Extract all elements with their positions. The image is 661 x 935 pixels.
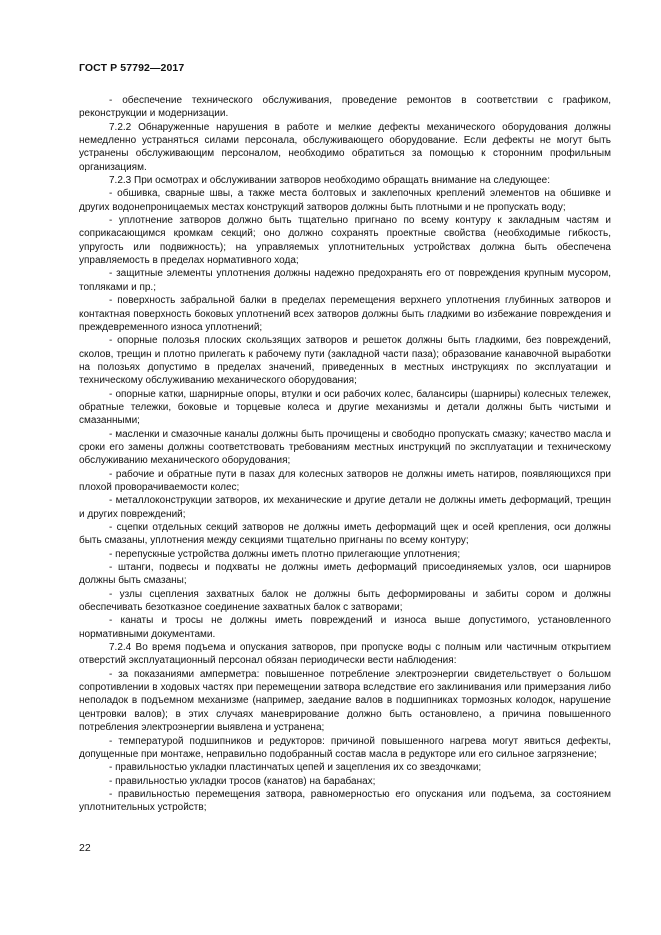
- paragraph: - за показаниями амперметра: повышенное потребление электроэнергии свидетельствует о большом сопротивлении в ходовых частях при перемещении затвора вследствие его заклинивания или примерзания либо неполадок в подъемном механизме (например, заедание валов в подшипниках тормозных колодок, нарушение центровки валов); в этих случаях маневрирование должно быть остановлено, а причина повышенного потребления электроэнергии выявлена и устранена;: [79, 668, 611, 734]
- paragraph: - правильностью укладки тросов (канатов) на барабанах;: [109, 775, 376, 787]
- paragraph: - обшивка, сварные швы, а также места болтовых и заклепочных креплений элементов на обшивке и других водонепроницаемых местах конструкций затворов должны быть плотными и не пропускать воду;: [79, 188, 611, 213]
- paragraph: - штанги, подвесы и подхваты не должны иметь деформаций присоединяемых узлов, оси шарниров должны быть смазаны;: [79, 562, 611, 587]
- paragraph: 7.2.3 При осмотрах и обслуживании затворов необходимо обращать внимание на следующее:: [109, 175, 551, 187]
- document-header: ГОСТ Р 57792—2017: [79, 62, 185, 74]
- paragraph: - узлы сцепления захватных балок не должны быть деформированы и забиты сором и должны обеспечивать безотказное соединение захватных балок с затворами;: [79, 588, 611, 614]
- document-body: [79, 94, 611, 815]
- paragraph: - сцепки отдельных секций затворов не должны иметь деформаций щек и осей крепления, оси должны быть смазаны, уплотнения между секциями тщательно пригнаны по всему контуру;: [79, 522, 611, 547]
- paragraph: - опорные полозья плоских скользящих затворов и решеток должны быть гладкими, без повреждений, сколов, трещин и плотно прилегать к рабочему пути (закладной части паза); образование канавочной выработки на полозьях допустимо в пределах значений, приведенных в местных инструкциях по эксплуатации и техническому обслуживанию механического оборудования;: [79, 335, 611, 387]
- paragraph: - обеспечение технического обслуживания, проведение ремонтов в соответствии с графиком, реконструкции и модернизации.: [79, 95, 611, 120]
- paragraph: - правильностью укладки пластинчатых цепей и зацепления их со звездочками;: [109, 762, 482, 774]
- paragraph: - металлоконструкции затворов, их механические и другие детали не должны иметь деформаций, трещин и других повреждений;: [79, 495, 611, 520]
- paragraph: - уплотнение затворов должно быть тщательно пригнано по всему контуру к закладным частям и соприкасающимся кромкам секций; оно должно сохранять проектные свойства (необходимые гибкость, упругость или подвижность); на управляемых уплотнительных устройствах должна быть обеспечена управляемость в пределах нормативного хода;: [79, 215, 611, 267]
- paragraph: - правильностью перемещения затвора, равномерностью его опускания или подъема, за состоянием уплотнительных устройств;: [79, 788, 611, 814]
- paragraph: - масленки и смазочные каналы должны быть прочищены и свободно пропускать смазку; качество масла и сроки его замены должны соответствовать требованиям местных инструкций по эксплуатации и техническому обслуживанию механического оборудования;: [79, 428, 611, 467]
- paragraph: - опорные катки, шарнирные опоры, втулки и оси рабочих колес, балансиры (шарниры) колесных тележек, обратные тележки, боковые и торцевые колеса и другие механизмы и детали должны быть чистыми и смазанными;: [79, 388, 611, 427]
- paragraph: 7.2.2 Обнаруженные нарушения в работе и мелкие дефекты механического оборудования должны немедленно устраняться силами персонала, обслуживающего оборудование. Если дефекты не могут быть устранены обслуживающим персоналом, необходимо обратиться за помощью к сторонним профильным организациям.: [79, 121, 611, 173]
- page-number: 22: [79, 842, 91, 854]
- paragraph: - температурой подшипников и редукторов: причиной повышенного нагрева могут явиться дефекты, допущенные при монтаже, неправильно подобранный состав масла в редукторе или его сильное загрязнение;: [79, 735, 611, 760]
- paragraph: - защитные элементы уплотнения должны надежно предохранять его от повреждения крупным мусором, топляками и пр.;: [79, 268, 611, 293]
- paragraph: - перепускные устройства должны иметь плотно прилегающие уплотнения;: [109, 548, 461, 560]
- paragraph: - рабочие и обратные пути в пазах для колесных затворов не должны иметь натиров, появляющихся при плохой проворачиваемости колес;: [79, 468, 611, 493]
- paragraph: 7.2.4 Во время подъема и опускания затворов, при пропуске воды с полным или частичным открытием отверстий эксплуатационный персонал обязан периодически вести наблюдения:: [79, 642, 611, 667]
- paragraph: - поверхность забральной балки в пределах перемещения верхнего уплотнения глубинных затворов и контактная поверхность боковых уплотнений всех затворов должны быть гладкими во избежание повреждения и преждевременного износа уплотнений;: [79, 295, 611, 333]
- paragraph: - канаты и тросы не должны иметь повреждений и износа выше допустимого, установленного нормативными документами.: [79, 615, 611, 640]
